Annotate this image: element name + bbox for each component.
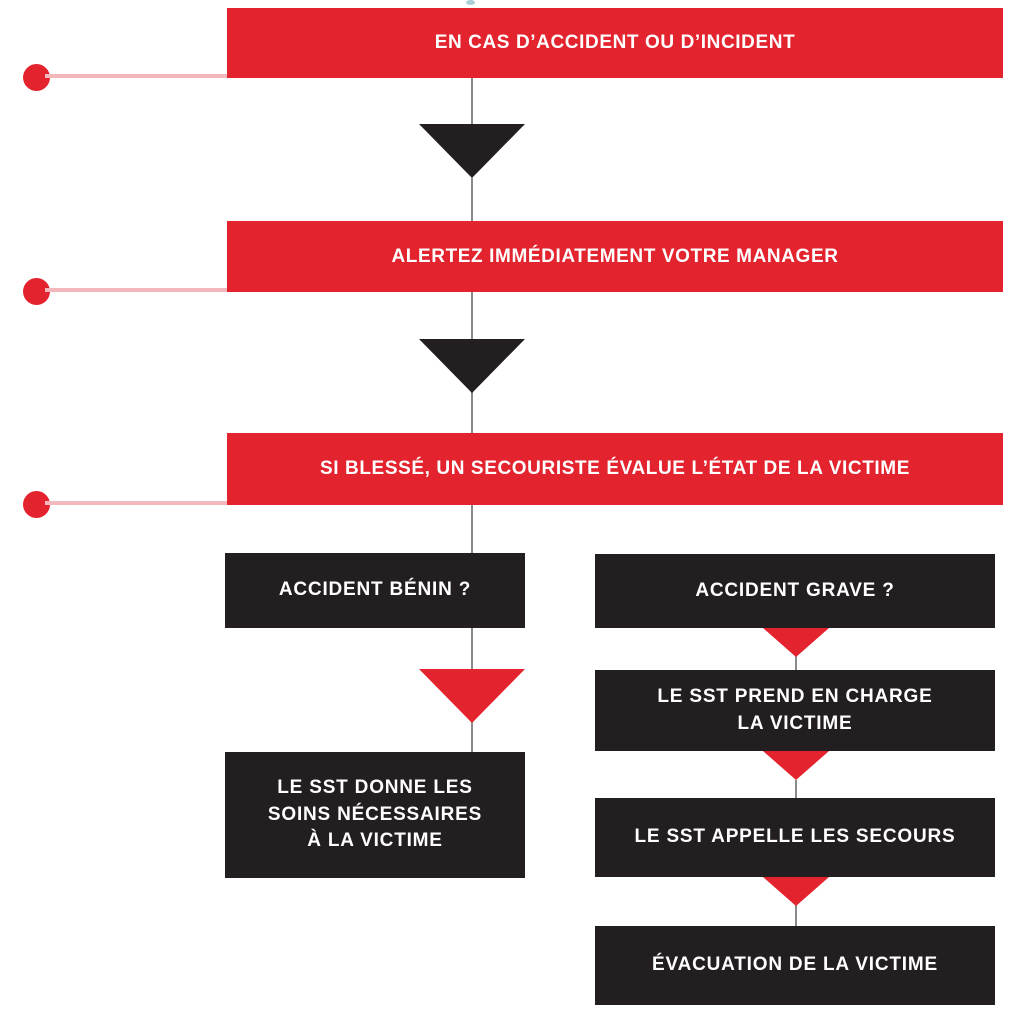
timeline-connector-3 (45, 501, 227, 505)
artifact-dot (466, 0, 475, 5)
down-arrow-icon-2 (419, 339, 525, 393)
box-accident-benin-label: ACCIDENT BÉNIN ? (278, 579, 472, 601)
banner-en-cas-accident-label: EN CAS D’ACCIDENT OU D’INCIDENT (434, 32, 796, 53)
box-sst-prend-en-charge-line2: LA VICTIME (737, 712, 853, 734)
down-arrow-icon-1 (419, 124, 525, 178)
flow-line-segment-2 (471, 178, 473, 221)
flow-line-segment-7 (471, 722, 473, 752)
right-flow-line-segment-1 (795, 655, 797, 670)
down-arrow-red-icon-1 (763, 628, 829, 657)
flow-line-segment-6 (471, 628, 473, 669)
timeline-connector-2 (45, 288, 227, 292)
down-arrow-red-icon-2 (763, 751, 829, 780)
box-accident-benin (225, 553, 525, 628)
box-sst-prend-en-charge-line1: LE SST PREND EN CHARGE (657, 685, 933, 707)
banner-secouriste-evalue-label: SI BLESSÉ, UN SECOURISTE ÉVALUE L’ÉTAT DE LA VICTIME (320, 458, 910, 479)
box-sst-appelle-secours (595, 798, 995, 877)
box-sst-appelle-secours-label: LE SST APPELLE LES SECOURS (634, 826, 956, 848)
box-accident-grave (595, 554, 995, 628)
right-flow-line-segment-3 (795, 905, 797, 926)
down-arrow-red-icon-3 (763, 877, 829, 906)
down-arrow-red-icon-left (419, 669, 525, 723)
banner-secouriste-evalue (227, 433, 1003, 505)
box-sst-prend-en-charge (595, 670, 995, 751)
banner-en-cas-accident (227, 8, 1003, 78)
flow-line-segment-5 (471, 505, 473, 553)
box-sst-donne-soins-line2: SOINS NÉCESSAIRES (267, 803, 483, 825)
flow-line-segment-4 (471, 392, 473, 433)
box-evacuation-victime-label: ÉVACUATION DE LA VICTIME (652, 954, 938, 976)
flow-line-segment-1 (471, 78, 473, 124)
flow-line-segment-3 (471, 292, 473, 339)
box-sst-donne-soins-line3: À LA VICTIME (307, 830, 443, 852)
right-flow-line-segment-2 (795, 780, 797, 798)
timeline-connector-1 (45, 74, 227, 78)
banner-alertez-manager-label: ALERTEZ IMMÉDIATEMENT VOTRE MANAGER (391, 245, 839, 267)
box-evacuation-victime (595, 926, 995, 1005)
box-sst-donne-soins (225, 752, 525, 878)
banner-alertez-manager (227, 221, 1003, 292)
box-accident-grave-label: ACCIDENT GRAVE ? (695, 579, 895, 601)
box-sst-donne-soins-line1: LE SST DONNE LES (277, 777, 473, 799)
